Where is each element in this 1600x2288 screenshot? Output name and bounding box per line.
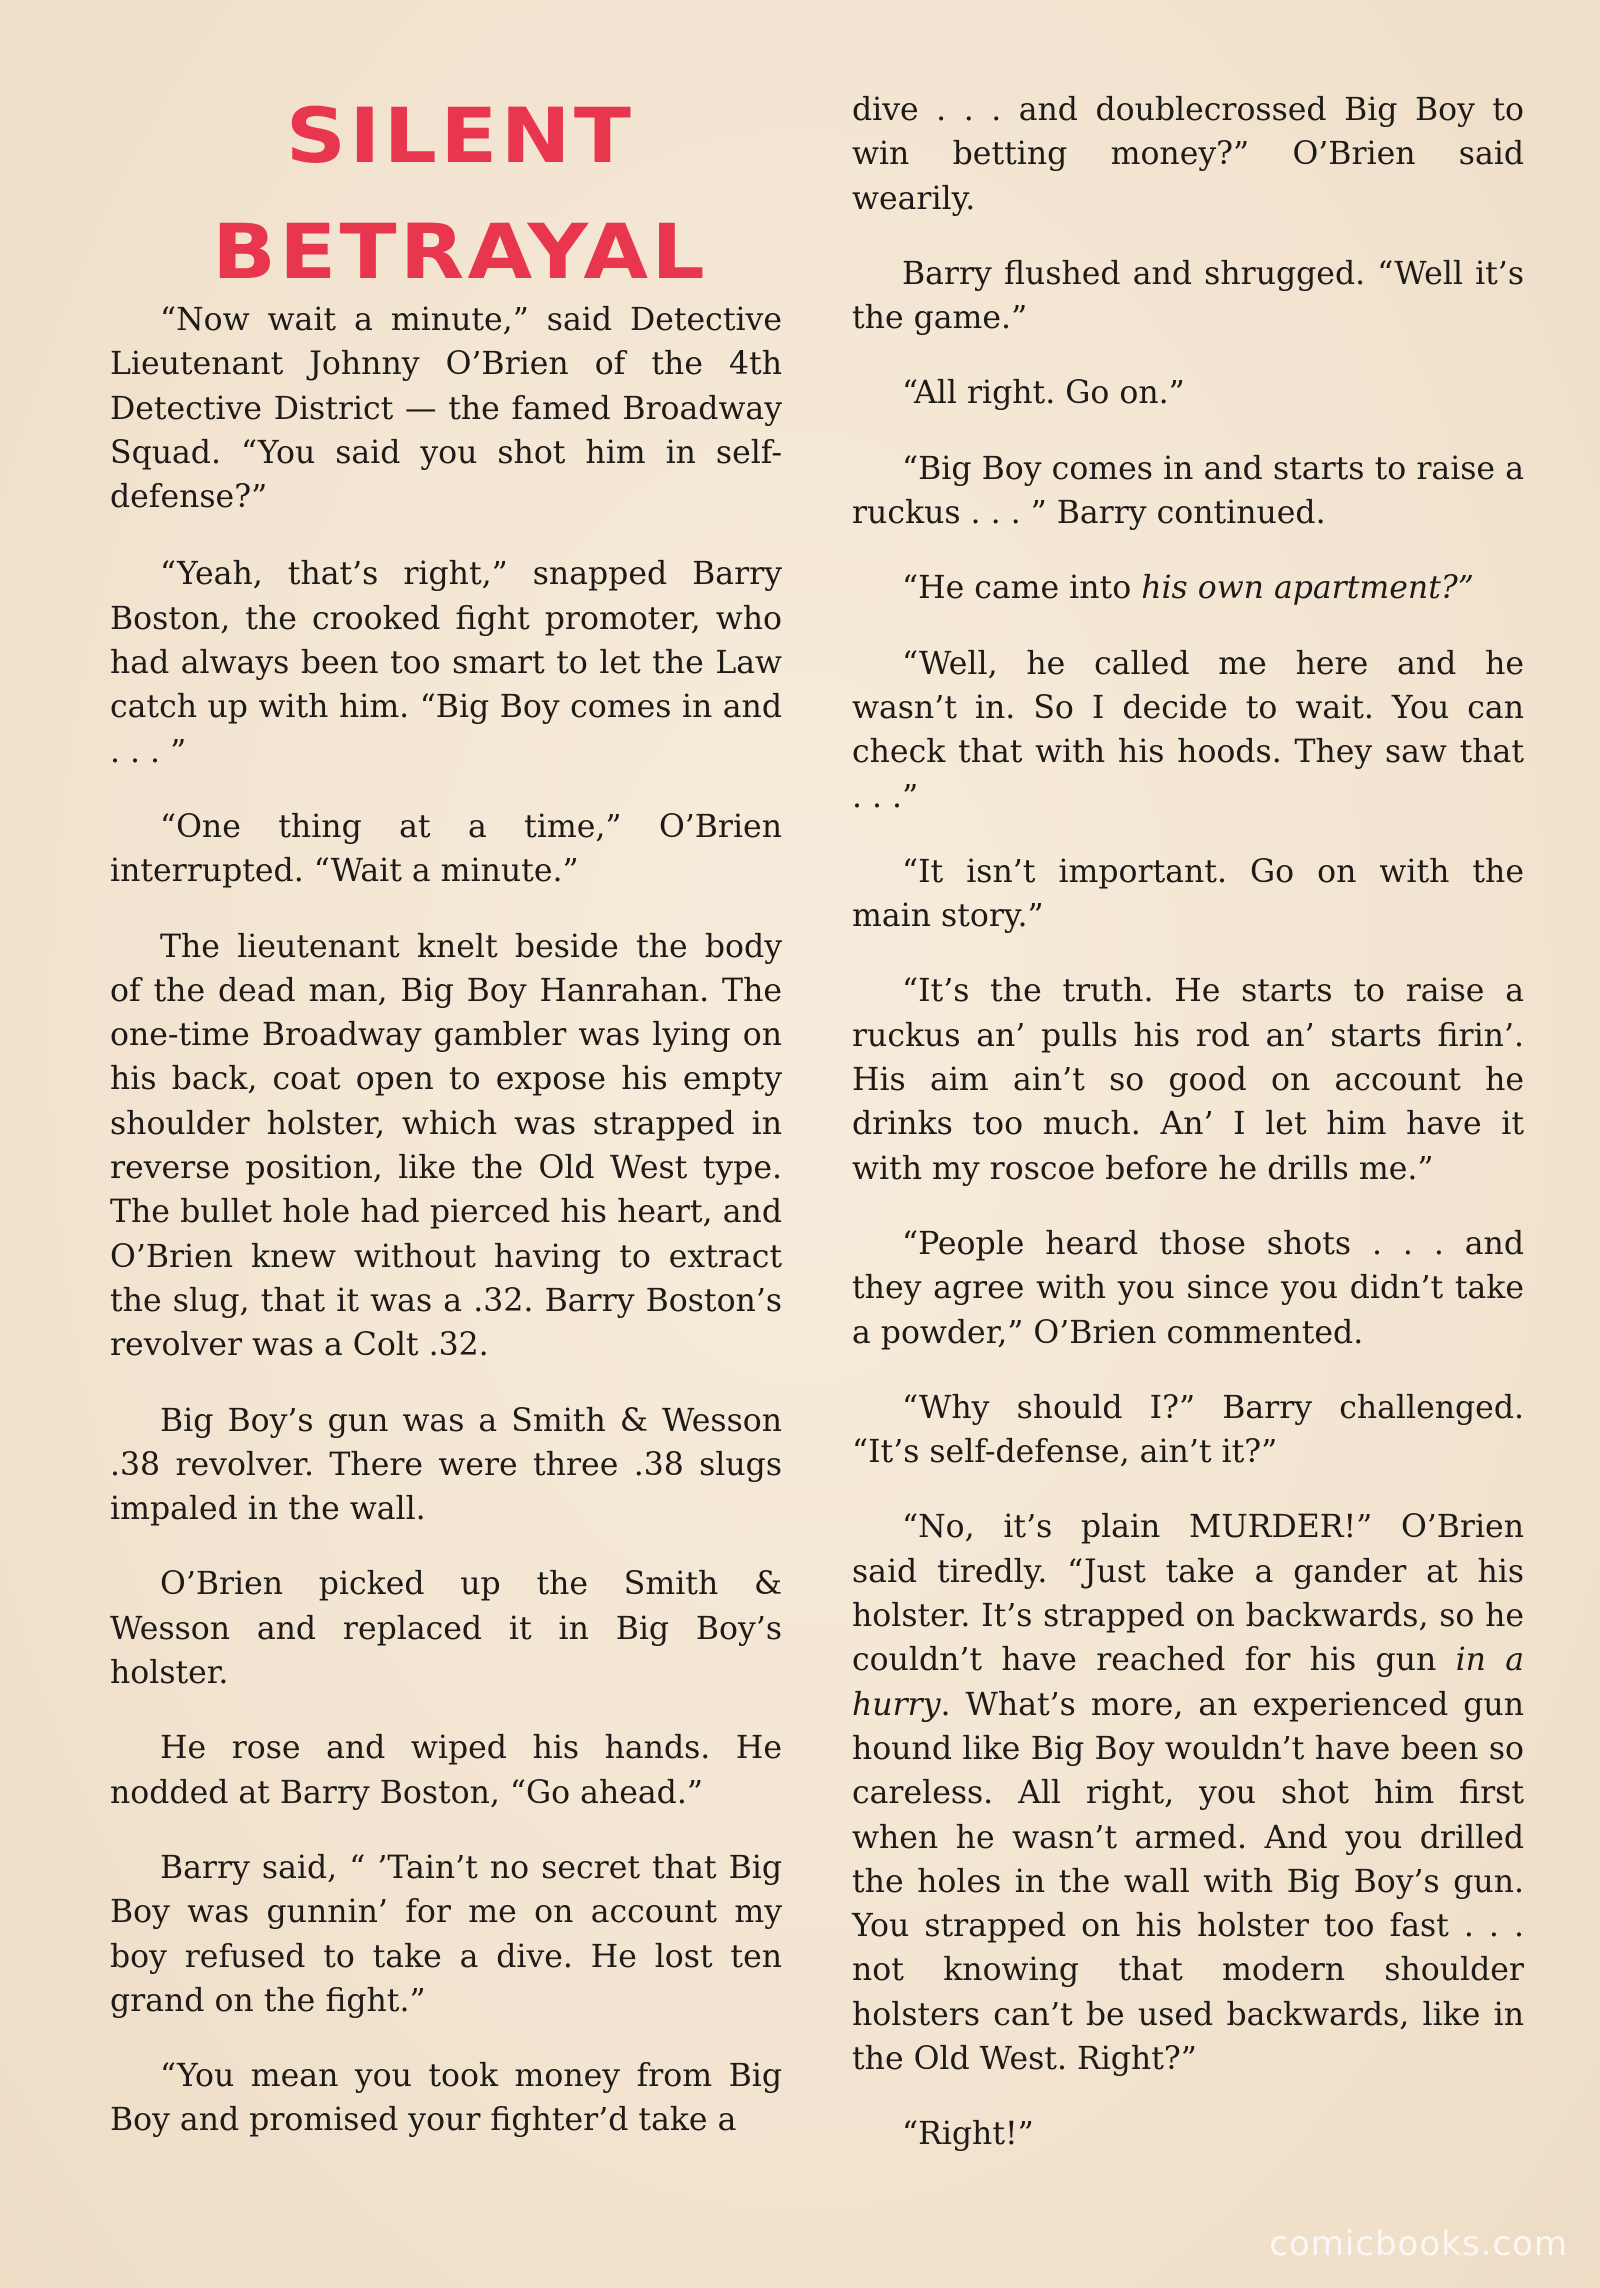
title-line-2: BETRAYAL bbox=[212, 207, 708, 296]
emphasis-text: in a hurry bbox=[852, 1642, 1525, 1723]
right-column bbox=[852, 88, 1524, 2188]
site-watermark: comicbooks.com bbox=[1269, 2224, 1568, 2264]
paragraph: O’Brien picked up the Smith & Wesson and replaced it in Big Boy’s holster. bbox=[110, 1566, 782, 1692]
paragraph: “Right!” bbox=[902, 2116, 1034, 2153]
paragraph: “It isn’t important. Go on with the main story.” bbox=[852, 853, 1524, 935]
paragraph-text: “No, it’s plain MURDER!” O’Brien said tiredly. “Just take a gander at his holster. It’s strapped on backwards, so he couldn’t have reached for his gun bbox=[852, 1509, 1524, 1679]
paragraph: “Why should I?” Barry challenged. “It’s self-defense, ain’t it?” bbox=[852, 1389, 1524, 1471]
paragraph: The lieutenant knelt beside the body of the dead man, Big Boy Hanrahan. The one-time Broadway gambler was lying on his back, coat open to expose his empty shoulder holster, which was strapped in reverse position, like the Old West type. The bullet hole had pierced his heart, and O’Brien knew without having to extract the slug, that it was a .32. Barry Boston’s revolver was a Colt .32. bbox=[110, 928, 782, 1364]
paragraph: dive . . . and doublecrossed Big Boy to win betting money?” O’Brien said wearily. bbox=[852, 92, 1524, 217]
paragraph: Barry said, “ ’Tain’t no secret that Big Boy was gunnin’ for me on account my boy refused to take a dive. He lost ten grand on the fight.” bbox=[110, 1849, 782, 2019]
paragraph: “Big Boy comes in and starts to raise a ruckus . . . ” Barry continued. bbox=[852, 450, 1524, 532]
paragraph: “It’s the truth. He starts to raise a ruckus an’ pulls his rod an’ starts firin’. His aim ain’t so good on account he drinks too much. An’ I let him have it with my roscoe before he drills me.” bbox=[852, 973, 1524, 1187]
paragraph: “One thing at a time,” O’Brien interrupted. “Wait a minute.” bbox=[110, 808, 782, 890]
left-column bbox=[110, 298, 782, 2174]
story-title bbox=[174, 78, 746, 310]
paragraph: “Now wait a minute,” said Detective Lieutenant Johnny O’Brien of the 4th Detective District — the famed Broadway Squad. “You said you shot him in self-defense?” bbox=[110, 302, 782, 516]
paragraph bbox=[852, 1505, 1524, 2081]
paragraph: He rose and wiped his hands. He nodded at Barry Boston, “Go ahead.” bbox=[110, 1730, 782, 1811]
paragraph: Barry flushed and shrugged. “Well it’s the game.” bbox=[852, 255, 1524, 337]
paragraph: Big Boy’s gun was a Smith & Wesson .38 revolver. There were three .38 slugs impaled in the wall. bbox=[110, 1402, 782, 1528]
paragraph-text: . What’s more, an experienced gun hound like Big Boy wouldn’t have been so careless. All right, you shot him first when he wasn’t armed. And you drilled the holes in the wall with Big Boy’s gun. You strapped on his holster too fast . . . not knowing that modern shoulder holsters can’t be used backwards, like in the Old West. Right?” bbox=[852, 1686, 1524, 2077]
paragraph-text: “He came into bbox=[902, 570, 1142, 607]
paragraph: “All right. Go on.” bbox=[902, 375, 1185, 412]
paragraph: “You mean you took money from Big Boy and promised your fighter’d take a bbox=[110, 2058, 782, 2139]
title-line-1: SILENT bbox=[285, 91, 635, 180]
paragraph: “People heard those shots . . . and they agree with you since you didn’t take a powder,” O’Brien commented. bbox=[852, 1225, 1524, 1351]
emphasis-text: his own apartment?” bbox=[1141, 570, 1474, 607]
paragraph: “Yeah, that’s right,” snapped Barry Boston, the crooked fight promoter, who had always been too smart to let the Law catch up with him. “Big Boy comes in and . . . ” bbox=[110, 556, 782, 770]
paragraph: “Well, he called me here and he wasn’t in. So I decide to wait. You can check that with his hoods. They saw that . . .” bbox=[852, 645, 1524, 815]
paragraph bbox=[852, 566, 1524, 610]
